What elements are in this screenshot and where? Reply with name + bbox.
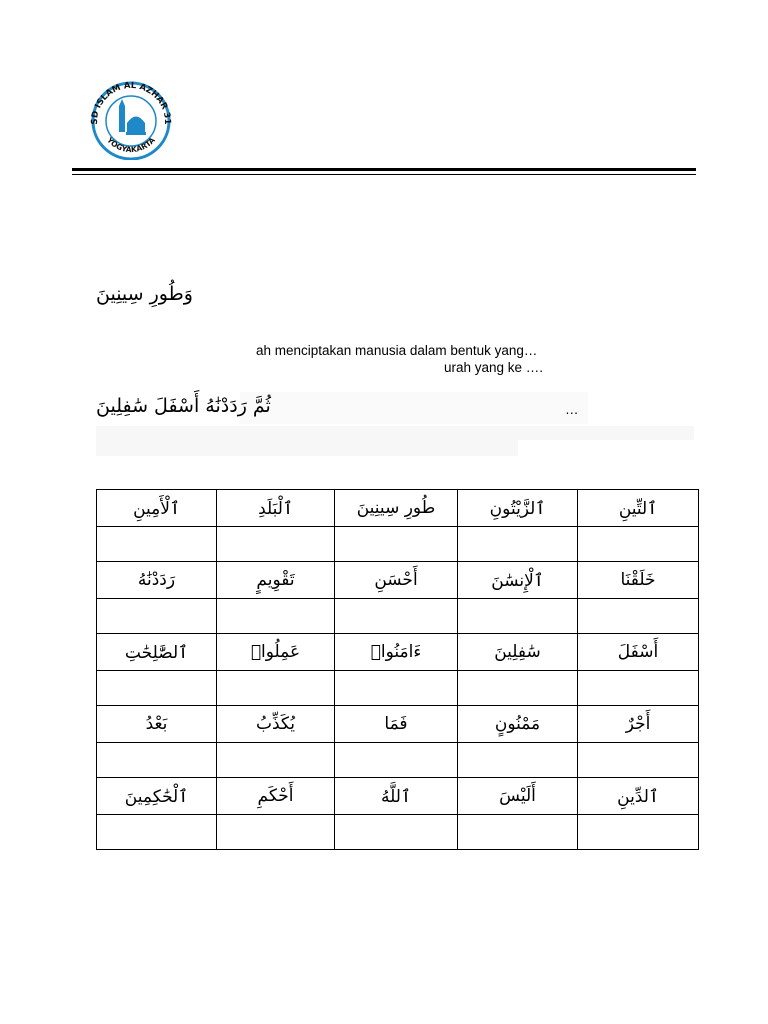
answer-row: [97, 599, 699, 634]
word-cell: خَلَقْنَا: [578, 562, 699, 599]
answer-cell[interactable]: [335, 743, 458, 778]
word-cell: ءَامَنُوا۟: [335, 634, 458, 671]
answer-cell[interactable]: [458, 599, 578, 634]
logo-top-text: SD ISLAM AL AZHAR 31: [89, 80, 173, 125]
word-cell: بَعْدُ: [97, 706, 217, 743]
answer-cell[interactable]: [578, 671, 699, 706]
question-line-1: ah menciptakan manusia dalam bentuk yang…: [256, 343, 538, 358]
answer-row: [97, 527, 699, 562]
word-cell: ٱلْحَٰكِمِينَ: [97, 778, 217, 815]
answer-cell[interactable]: [97, 671, 217, 706]
answer-cell[interactable]: [458, 671, 578, 706]
answer-row: [97, 743, 699, 778]
word-row: [97, 778, 699, 815]
word-cell: أَسْفَلَ: [578, 634, 699, 671]
answer-cell[interactable]: [335, 527, 458, 562]
shaded-area: [96, 440, 518, 456]
answer-cell[interactable]: [578, 815, 699, 850]
verse-line-2: ثُمَّ رَدَدْنَٰهُ أَسْفَلَ سَٰفِلِينَ: [96, 395, 271, 417]
school-logo: [88, 80, 174, 160]
answer-cell[interactable]: [217, 599, 335, 634]
trailing-ellipsis: …: [565, 402, 579, 417]
word-cell: ٱلزَّيْتُونِ: [458, 490, 578, 527]
answer-row: [97, 815, 699, 850]
header-rule-thick: [72, 168, 696, 171]
answer-cell[interactable]: [578, 743, 699, 778]
answer-cell[interactable]: [458, 527, 578, 562]
answer-cell[interactable]: [335, 599, 458, 634]
word-row: [97, 490, 699, 527]
word-cell: مَمْنُونٍ: [458, 706, 578, 743]
answer-cell[interactable]: [578, 599, 699, 634]
word-cell: أَجْرٌ: [578, 706, 699, 743]
word-cell: ٱللَّهُ: [335, 778, 458, 815]
word-cell: ٱلتِّينِ: [578, 490, 699, 527]
word-cell: رَدَدْنَٰهُ: [97, 562, 217, 599]
word-cell: أَلَيْسَ: [458, 778, 578, 815]
answer-cell[interactable]: [578, 527, 699, 562]
question-line-2: urah yang ke ….: [444, 360, 544, 375]
word-cell: ٱلْإِنسَٰنَ: [458, 562, 578, 599]
answer-cell[interactable]: [335, 815, 458, 850]
answer-cell[interactable]: [217, 671, 335, 706]
word-cell: ٱلدِّينِ: [578, 778, 699, 815]
answer-cell[interactable]: [217, 815, 335, 850]
answer-row: [97, 671, 699, 706]
word-cell: تَقْوِيمٍ: [217, 562, 335, 599]
vocabulary-table: [96, 489, 699, 850]
answer-cell[interactable]: [458, 743, 578, 778]
answer-cell[interactable]: [97, 527, 217, 562]
logo-bottom-text: YOGYAKARTA: [105, 135, 157, 155]
word-cell: عَمِلُوا۟: [217, 634, 335, 671]
shaded-area: [240, 392, 588, 424]
answer-cell[interactable]: [217, 743, 335, 778]
answer-cell[interactable]: [97, 815, 217, 850]
answer-cell[interactable]: [217, 527, 335, 562]
answer-cell[interactable]: [97, 599, 217, 634]
answer-cell[interactable]: [335, 671, 458, 706]
word-row: [97, 562, 699, 599]
word-row: [97, 706, 699, 743]
word-cell: يُكَذِّبُ: [217, 706, 335, 743]
header-rule-thin: [72, 174, 696, 175]
word-cell: ٱلصَّٰلِحَٰتِ: [97, 634, 217, 671]
word-cell: سَٰفِلِينَ: [458, 634, 578, 671]
word-cell: فَمَا: [335, 706, 458, 743]
word-cell: ٱلْبَلَدِ: [217, 490, 335, 527]
shaded-area: [96, 426, 694, 440]
word-cell: طُورِ سِينِينَ: [335, 490, 458, 527]
word-cell: أَحْسَنِ: [335, 562, 458, 599]
word-row: [97, 634, 699, 671]
word-cell: أَحْكَمِ: [217, 778, 335, 815]
answer-cell[interactable]: [97, 743, 217, 778]
answer-cell[interactable]: [458, 815, 578, 850]
verse-line-1: وَطُورِ سِينِينَ: [96, 283, 193, 305]
word-cell: ٱلْأَمِينِ: [97, 490, 217, 527]
